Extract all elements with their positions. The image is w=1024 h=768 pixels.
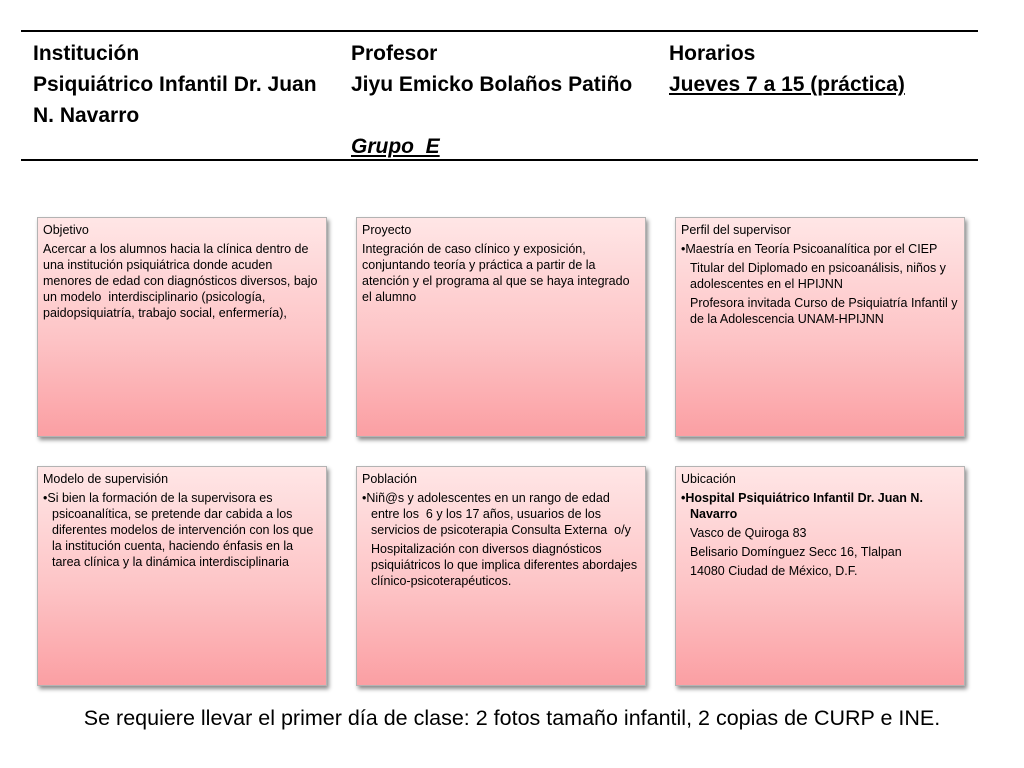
spacer	[351, 100, 661, 131]
professor-name: Jiyu Emicko Bolaños Patiño	[351, 73, 633, 96]
header-table	[21, 30, 978, 161]
card-title: Modelo de supervisión	[43, 472, 169, 486]
card-title: Perfil del supervisor	[681, 223, 791, 237]
card-line: Profesora invitada Curso de Psiquiatría Infantil y de la Adolescencia UNAM-HPIJNN	[690, 296, 958, 326]
card-title: Ubicación	[681, 472, 736, 486]
card-line: Hospitalización con diversos diagnósticos psiquiátricos lo que implica diferentes abordajes clínico-psicoterapéuticos.	[371, 542, 638, 588]
card-line: Belisario Domínguez Secc 16, Tlalpan	[690, 545, 902, 559]
schedule-value: Jueves 7 a 15 (práctica)	[669, 73, 905, 96]
card-bullet: •Si bien la formación de la supervisora es psicoanalítica, se pretende dar cabida a los diferentes modelos de intervención con los que la institución cuenta, haciendo énfasis en la tarea clínica y la dinámica interdisciplinaria	[43, 491, 317, 569]
institution-column	[33, 38, 343, 131]
professor-label: Profesor	[351, 42, 438, 65]
card-bullet: •Hospital Psiquiátrico Infantil Dr. Juan N. Navarro	[681, 491, 923, 521]
institution-value: Psiquiátrico Infantil Dr. Juan N. Navarro	[33, 73, 317, 127]
card-line: 14080 Ciudad de México, D.F.	[690, 564, 858, 578]
schedule-column	[669, 38, 974, 100]
card-line: Titular del Diplomado en psicoanálisis, niños y adolescentes en el HPIJNN	[690, 261, 946, 291]
footer-note: Se requiere llevar el primer día de clase: 2 fotos tamaño infantil, 2 copias de CURP e INE.	[83, 706, 941, 730]
group-label: Grupo E	[351, 135, 440, 158]
card-bullet: •Niñ@s y adolescentes en un rango de edad entre los 6 y los 17 años, usuarios de los servicios de psicoterapia Consulta Externa o/y	[362, 491, 631, 537]
card-proyecto	[356, 217, 646, 437]
card-text: Acercar a los alumnos hacia la clínica dentro de una institución psiquiátrica donde acuden menores de edad con diagnósticos diversos, bajo un modelo interdisciplinario (psicología, paidopsiquiatría, trabajo social, enfermería),	[43, 242, 321, 320]
card-modelo-supervision	[37, 466, 327, 686]
card-poblacion	[356, 466, 646, 686]
card-perfil-supervisor	[675, 217, 965, 437]
card-ubicacion	[675, 466, 965, 686]
card-bullet: •Maestría en Teoría Psicoanalítica por el CIEP	[681, 242, 938, 256]
card-title: Objetivo	[43, 223, 89, 237]
card-title: Proyecto	[362, 223, 412, 237]
card-text: Integración de caso clínico y exposición, conjuntando teoría y práctica a partir de la atención y el programa al que se haya integrado el alumno	[362, 242, 630, 304]
schedule-label: Horarios	[669, 42, 756, 65]
card-title: Población	[362, 472, 417, 486]
card-objetivo	[37, 217, 327, 437]
professor-column	[351, 38, 661, 162]
institution-label: Institución	[33, 42, 140, 65]
card-line: Vasco de Quiroga 83	[690, 526, 807, 540]
